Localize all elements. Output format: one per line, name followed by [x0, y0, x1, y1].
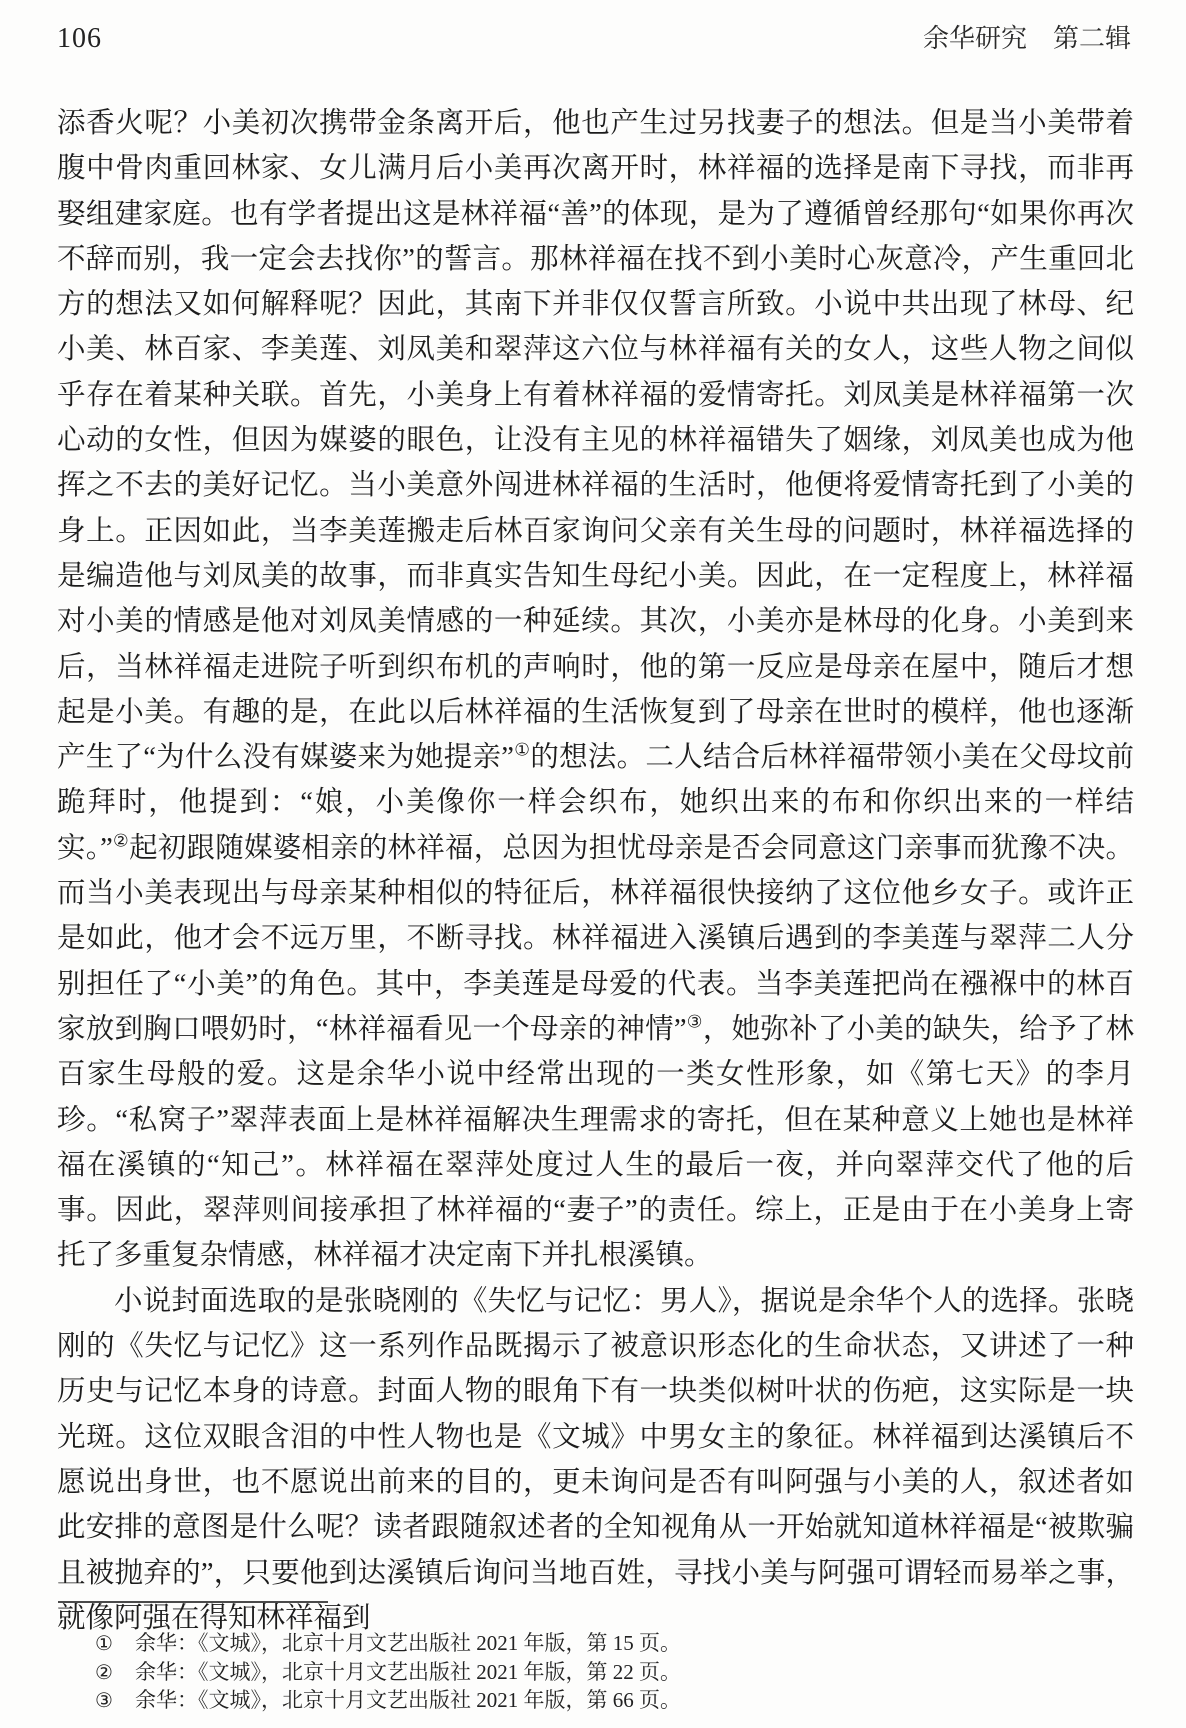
- running-head: [57, 18, 1131, 55]
- paragraph-2: [57, 1279, 1134, 1641]
- footnote-marker: ①: [95, 1633, 113, 1655]
- footnote-marker: ③: [95, 1690, 113, 1713]
- paragraph-text: 起初跟随媒婆相亲的林祥福，总因为担忧母亲是否会同意这门亲事而犹豫不决。而当小美表现出与母亲某种相似的特征后，林祥福很快接纳了这位他乡女子。或许正是如此，他才会不远万里，不断寻找。林祥福进入溪镇后遇到的李美莲与翠萍二人分别担任了“小美”的角色。其中，李美莲是母爱的代表。当李美莲把尚在襁褓中的林百家放到胸口喂奶时，“林祥福看见一个母亲的神情”: [57, 832, 1134, 1045]
- footnote-reference-marker: ②: [112, 830, 130, 851]
- footnote-text: 余华：《文城》，北京十月文艺出版社 2021 年版，第 22 页。: [135, 1659, 681, 1684]
- footnote-separator: [58, 1601, 328, 1603]
- paragraph-text: 的想法。二人结合后林祥福带领小美在父母坟前跪拜时，他提到：“娘，小美像你一样会织布，她织出来的布和你织出来的一样结实。”: [57, 742, 1134, 864]
- footnote-text: 余华：《文城》，北京十月文艺出版社 2021 年版，第 66 页。: [135, 1688, 681, 1713]
- body-text: [57, 101, 1134, 1641]
- footnote-reference-marker: ①: [513, 739, 531, 760]
- page-number: 106: [57, 23, 102, 54]
- footnote-text: 余华：《文城》，北京十月文艺出版社 2021 年版，第 15 页。: [135, 1631, 681, 1655]
- paragraph-text: 小说封面选取的是张晓刚的《失忆与记忆：男人》，据说是余华个人的选择。张晓刚的《失忆与记忆》这一系列作品既揭示了被意识形态化的生命状态，又讲述了一种历史与记忆本身的诗意。封面人物的眼角下有一块类似树叶状的伤疤，这实际是一块光斑。这位双眼含泪的中性人物也是《文城》中男女主的象征。林祥福到达溪镇后不愿说出身世，也不愿说出前来的目的，更未询问是否有叫阿强与小美的人，叙述者如此安排的意图是什么呢？读者跟随叙述者的全知视角从一开始就知道林祥福是“被欺骗且被抛弃的”，只要他到达溪镇后询问当地百姓，寻找小美与阿强可谓轻而易举之事，就像阿强在得知林祥福到: [57, 1285, 1134, 1634]
- journal-title: 余华研究 第二辑: [922, 24, 1131, 53]
- footnote-item-2: [95, 1659, 1135, 1688]
- footnote-item-3: [95, 1687, 1135, 1716]
- paragraph-text: ，她弥补了小美的缺失，给予了林百家生母般的爱。这是余华小说中经常出现的一类女性形象，如《第七天》的李月珍。“私窝子”翠萍表面上是林祥福解决生理需求的寄托，但在某种意义上她也是林祥福在溪镇的“知己”。林祥福在翠萍处度过人生的最后一夜，并向翠萍交代了他的后事。因此，翠萍则间接承担了林祥福的“妻子”的责任。综上，正是由于在小美身上寄托了多重复杂情感，林祥福才决定南下并扎根溪镇。: [57, 1013, 1134, 1272]
- footnote-marker: ②: [95, 1661, 113, 1684]
- footnote-reference-marker: ③: [686, 1011, 703, 1032]
- footnotes: [95, 1630, 1135, 1716]
- paragraph-1: [57, 101, 1134, 1279]
- footnote-item-1: [95, 1630, 1135, 1659]
- paragraph-text: 添香火呢？小美初次携带金条离开后，他也产生过另找妻子的想法。但是当小美带着腹中骨肉重回林家、女儿满月后小美再次离开时，林祥福的选择是南下寻找，而非再娶组建家庭。也有学者提出这是林祥福“善”的体现，是为了遵循曾经那句“如果你再次不辞而别，我一定会去找你”的誓言。那林祥福在找不到小美时心灰意冷，产生重回北方的想法又如何解释呢？因此，其南下并非仅仅誓言所致。小说中共出现了林母、纪小美、林百家、李美莲、刘凤美和翠萍这六位与林祥福有关的女人，这些人物之间似乎存在着某种关联。首先，小美身上有着林祥福的爱情寄托。刘凤美是林祥福第一次心动的女性，但因为媒婆的眼色，让没有主见的林祥福错失了姻缘，刘凤美也成为他挥之不去的美好记忆。当小美意外闯进林祥福的生活时，他便将爱情寄托到了小美的身上。正因如此，当李美莲搬走后林百家询问父亲有关生母的问题时，林祥福选择的是编造他与刘凤美的故事，而非真实告知生母纪小美。因此，在一定程度上，林祥福对小美的情感是他对刘凤美情感的一种延续。其次，小美亦是林母的化身。小美到来后，当林祥福走进院子听到织布机的声响时，他的第一反应是母亲在屋中，随后才想起是小美。有趣的是，在此以后林祥福的生活恢复到了母亲在世时的模样，他也逐渐产生了“为什么没有媒婆来为她提亲”: [57, 108, 1134, 774]
